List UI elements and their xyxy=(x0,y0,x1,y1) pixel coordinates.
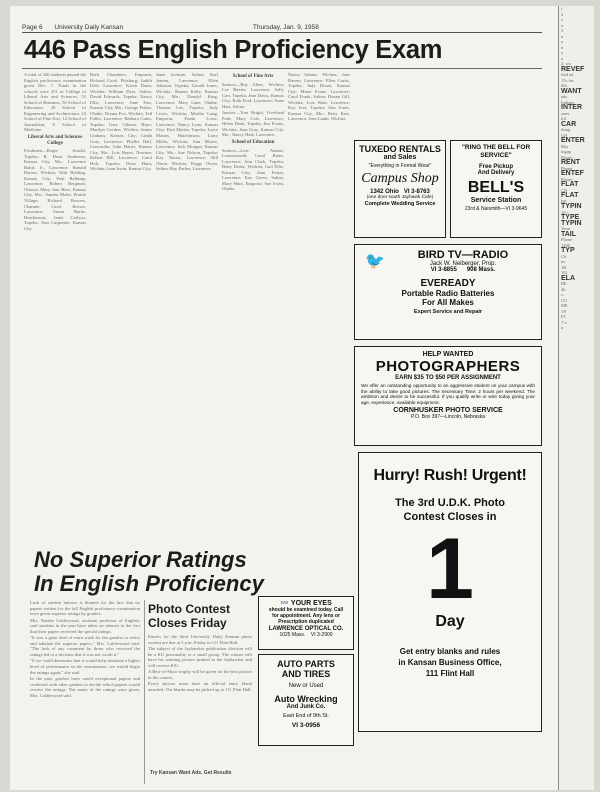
adjacent-page-fragment: 2: wo xyxy=(561,61,572,66)
ad-line: Expert Service and Repair xyxy=(413,309,483,315)
story1-paragraph: Ruth Chambers, Emporia; Richard Cook, Pittsburg; Judith Dale, Lawrence; Karen Dunn, Wichita; William Dyer, Salina; David Edwards, Topeka; Nancy Ellis, Lawrence; Jane Farr, Kansas City, Mo.; George Fisher, Olathe; Donna Fox, Wichita; Ted Fuller, Lawrence; Barbara Gates, Topeka; Gary Gibson, Hays; Marilyn Gordon, Wichita; James Graham, Kansas City; Linda Gray, Lawrence; Phyllis Hall, Concordia; John Harris, Kansas City, Mo.; Lois Hayes, Newton; Robert Hill, Lawrence; Carol Holt, Topeka; Dean Hunt, Wichita; Joan Irwin, Kansas City. xyxy=(90,72,152,172)
adjacent-page-fragment: 161 xyxy=(561,270,568,275)
adjacent-page-fragment: RENT xyxy=(561,159,581,166)
adjacent-page-fragment: Phone xyxy=(561,165,573,171)
story2-paragraph: "It was a great deal of extra work for the graders to select and tabulate the superior papers," Mrs. Calderwood said. "The lack of any comment by those who received the ratings led to a decision that it was not worth it." xyxy=(30,635,140,657)
adjacent-page-fragment: 3 xyxy=(561,28,564,33)
contest-foot: in Kansan Business Office, xyxy=(398,658,502,667)
story1-column-1 xyxy=(24,72,86,542)
ad-footer: Complete Wedding Service xyxy=(364,201,436,207)
adjacent-page-fragment: TYPIN xyxy=(561,219,582,227)
story1-column-5 xyxy=(288,72,350,542)
adjacent-page-fragment: Phone xyxy=(561,237,573,242)
story1-column-3 xyxy=(156,72,218,542)
adjacent-page-fragment: CH xyxy=(561,132,568,138)
adjacent-page-fragment: ENTER xyxy=(561,137,585,144)
adjacent-page-fragment: 2 xyxy=(561,11,564,17)
adjacent-page-fragment: INTER xyxy=(561,104,582,111)
ad-shop-name: And Junk Co. xyxy=(286,704,326,710)
story2-paragraph: "If we could determine that it would help stimulate a higher level of performance in the examination, we would begin the ratings again," she said. xyxy=(30,658,140,675)
ad-body: We offer an outstanding opportunity to an aggressive student on your campus with the ability to take good pictures. The necessary Time: 2 hours per weekend. The ambition and desire to be successful. If you qualify write or wire today giving your age, experience, available equipment. xyxy=(361,383,535,405)
ad-company: CORNHUSKER PHOTO SERVICE xyxy=(393,407,503,415)
section-subhead: School of Fine Arts xyxy=(232,74,274,79)
adjacent-page-fragment: t xyxy=(561,6,563,11)
ad-address: P.O. Box 397—Lincoln, Nebraska xyxy=(410,414,486,421)
adjacent-page-fragment: CD xyxy=(561,187,568,193)
story1-column-2 xyxy=(90,72,152,542)
adjacent-page-fragment: FI xyxy=(561,314,566,319)
adjacent-page-fragment: TYPE xyxy=(561,214,580,221)
adjacent-page-fragment: a xyxy=(561,50,563,55)
story1-column-4 xyxy=(222,72,284,542)
adjacent-page-fragment: ENTEF xyxy=(561,170,584,177)
adjacent-page-fragment: TYPIN xyxy=(561,203,582,210)
ad-line: And Delivery xyxy=(477,170,515,176)
contest-line: Contest Closes in xyxy=(403,511,497,523)
column-divider xyxy=(144,600,145,784)
adjacent-page-fragment: ns xyxy=(561,259,566,264)
ad-title: AND TIRES xyxy=(281,669,331,679)
ad-shop-name: BELL'S xyxy=(467,179,525,196)
ad-address: 908 Mass. xyxy=(466,267,496,273)
ad-title: YOUR EYES xyxy=(290,599,332,607)
adjacent-page-fragment: WANT xyxy=(561,87,582,95)
adjacent-page-fragment: a xyxy=(561,33,563,39)
story2-headline-line: In English Proficiency xyxy=(34,571,264,596)
adjacent-page-fragment: a xyxy=(561,39,563,44)
ad-address: 1025 Mass. xyxy=(279,632,306,638)
ad-subtitle: and Sales xyxy=(383,154,417,161)
ad-phone: VI 3-0956 xyxy=(291,722,321,729)
contest-day-label: Day xyxy=(435,613,465,630)
ad-address: East End of 9th St. xyxy=(283,713,329,719)
contest-days-number: 1 xyxy=(426,521,474,617)
adjacent-page-fragment: 7 o xyxy=(561,319,567,325)
story3-paragraph: The subject of the Jayhawker publication division will be a KU personality or a small group. The winner will have his winning picture printed in the Jayhawker and will receive $10. xyxy=(148,646,252,668)
story2-body xyxy=(30,600,140,784)
adjacent-page-fragment: TS xyxy=(561,308,567,314)
adjacent-page-fragment: a xyxy=(561,22,563,28)
adjacent-page-fragment: ads. xyxy=(561,94,569,99)
ad-shop-name: LAWRENCE OPTICAL CO. xyxy=(268,626,344,632)
adjacent-page-fragment: a xyxy=(561,325,563,330)
ad-address: 23rd & Naismith—VI 3-9645 xyxy=(464,206,528,212)
story3-body xyxy=(148,634,252,764)
adjacent-page-fragment: CU xyxy=(561,297,568,303)
adjacent-page-fragment: Rhy xyxy=(561,143,569,149)
ad-phone: VI 3-2900 xyxy=(310,632,333,638)
story3-paragraph: Every picture must have an official entry blank attached. The blanks may be picked up at 111 Flint Hall. xyxy=(148,681,252,692)
adjacent-page-fragment: Ch xyxy=(561,253,567,259)
tuxedo-rentals-ad xyxy=(354,140,446,238)
adjacent-page-fragment: FLAT xyxy=(561,181,579,188)
story1-paragraph: Seniors—Lois Adams, Leavenworth; Carol Bates, Lawrence; Ann Clark, Topeka; Betty Drake, Wichita; Gail Ellis, Kansas City; Joan Foster, Lawrence; Kay Green, Salina; Mary Hunt, Emporia; Sue Irwin, Olathe. xyxy=(222,147,284,192)
paper-name: University Daily Kansan xyxy=(54,24,124,31)
adjacent-page-fragment: 60c. xyxy=(561,83,569,88)
issue-date: Thursday, Jan. 9, 1958 xyxy=(252,24,319,31)
ad-title: AUTO PARTS xyxy=(277,659,335,669)
ad-phone: VI 3-8855 xyxy=(430,267,457,273)
want-ads-tagline: Try Kansan Want Ads. Get Results xyxy=(150,770,232,776)
adjacent-page-fragment: Tenn. xyxy=(561,226,572,231)
adjacent-page-fragment: 1400 xyxy=(561,242,570,248)
adjacent-page-strip xyxy=(558,6,594,790)
adjacent-page-fragment: CAR xyxy=(561,120,577,128)
adjacent-page-fragment: ones xyxy=(561,110,570,116)
main-headline: 446 Pass English Proficiency Exam xyxy=(24,36,443,64)
ad-tagline: "Everything in Formal Wear" xyxy=(368,163,432,169)
contest-line: The 3rd U.D.K. Photo xyxy=(395,497,505,509)
ad-line: Portable Radio Batteries xyxy=(401,289,495,298)
photo-contest-ad xyxy=(358,452,542,732)
adjacent-page-fragment: s. xyxy=(561,292,564,297)
adjacent-page-fragment: ME xyxy=(561,303,568,308)
contest-foot: 111 Flint Hall xyxy=(425,669,475,678)
adjacent-page-fragment: thing xyxy=(561,127,571,132)
bird-tv-radio-ad xyxy=(354,244,542,340)
ad-subtitle: New or Used xyxy=(288,683,324,689)
adjacent-page-fragment: n xyxy=(561,44,564,50)
adjacent-page-fragment: fied ad xyxy=(561,72,574,77)
adjacent-page-fragment: 15c for xyxy=(561,77,574,83)
story3-paragraph: A Best-of-Show trophy will be given for the best picture in the contest. xyxy=(148,669,252,680)
ad-title: "RING THE BELL FOR SERVICE" xyxy=(461,144,531,159)
auto-parts-ad xyxy=(258,654,354,746)
adjacent-page-fragment: FLAT xyxy=(561,192,579,199)
contest-headline: Hurry! Rush! Urgent! xyxy=(373,467,527,484)
ad-title: PHOTOGRAPHERS xyxy=(375,358,521,375)
story3-paragraph: Entries for the third University Daily Kansan photo contest are due at 5 p.m. Friday in 111 Flint Hall. xyxy=(148,634,252,645)
story3-headline-line: Closes Friday xyxy=(148,616,227,630)
adjacent-page-fragment: 10 c xyxy=(561,209,569,215)
ad-title: BIRD TV—RADIO xyxy=(417,249,509,261)
story1-paragraph: Nancy Adams, Wichita; Jane Barnes, Lawrence; Ellen Curtis, Topeka; Judy Dixon, Kansas City; Marie Evans, Lawrence; Carol Frank, Salina; Donna Gill, Wichita; Lois Hunt, Lawrence; Kay Ives, Topeka; Ann Jones, Kansas City, Mo.; Betty Kerr, Lawrence; Jean Lamb, Wichita. xyxy=(288,72,350,122)
adjacent-page-fragment: BE xyxy=(561,281,567,286)
ad-address: 1342 Ohio xyxy=(370,189,399,195)
adjacent-page-fragment: TAIL xyxy=(561,230,577,238)
adjacent-page-fragment: ingup xyxy=(561,149,572,154)
ad-line: Prescription duplicated xyxy=(278,619,334,625)
newspaper-page xyxy=(10,6,594,790)
adjacent-page-fragment: REVEF xyxy=(561,65,585,73)
lawrence-optical-ad xyxy=(258,596,354,650)
section-subhead: School of Education xyxy=(231,140,275,146)
adjacent-page-fragment: RE xyxy=(561,198,567,204)
story1-paragraph: Janet Jackson, Salina; Karl Jensen, Lawrence; Ellen Johnson, Topeka; Gerald Jones, Wichita; Sharon Kelly, Kansas City, Mo.; Donald King, Lawrence; Mary Lane, Olathe; Thomas Lee, Topeka; Judy Lewis, Wichita; Martha Long, Emporia; Frank Lowe, Lawrence; Nancy Lynn, Kansas City; Paul Martin, Topeka; Joyce Mason, Hutchinson; Larry Miller, Wichita; Ann Moore, Lawrence; Jack Morgan, Kansas City, Mo.; Sue Nelson, Topeka; Kay Norris, Lawrence; Bill Olson, Wichita; Peggy Owen, Salina; Ray Parker, Lawrence. xyxy=(156,72,218,172)
story2-paragraph: Lack of student interest is blamed for the fact that no papers written for the fall English proficiency examination were given superior ratings by graders. xyxy=(30,600,140,617)
adjacent-page-fragment: Phone xyxy=(561,176,573,182)
story3-headline-line: Photo Contest xyxy=(148,602,230,616)
adjacent-page-fragment: Indianc xyxy=(561,99,575,105)
story1-paragraph: Juniors—Tom Bright, Overland Park; Mary Cole, Lawrence; Helen Dean, Topeka; Jim Evans, Wichita; Joan Gray, Kansas City, Mo.; Nancy Hale, Lawrence. xyxy=(222,110,284,138)
adjacent-page-fragment: o xyxy=(561,17,564,22)
adjacent-page-fragment: TYP xyxy=(561,247,575,254)
story1-paragraph: Seniors—Ray Allen, Wichita; Lee Baxter, Lawrence; Sally Carr, Topeka; Jean Davis, Kansas City; Ruth Ford, Lawrence; Anne Hart, Salina. xyxy=(222,81,284,109)
story1-paragraph: Freshmen—Roger Arnold, Topeka; R. Dean Anderson, Kansas City, Mo.; Lawrence Baird, Jr., Lawrence; Ronald Barton, Wichita; Walt Belding, Kansas City; Paul Belknap, Lawrence; Robert Bergman, Ottawa; Mary Ann Bess, Kansas City, Mo.; Sandra Blake, Prairie Village; Richard Bowers, Chanute; Carol Brown, Lawrence; Susan Burns, Hutchinson; Janet Carlson, Topeka; Ann Carpenter, Kansas City. xyxy=(24,148,86,231)
headline-rule xyxy=(22,68,542,69)
bird-icon: 🐦 xyxy=(365,253,385,270)
adjacent-page-fragment: 4h xyxy=(561,286,566,292)
adjacent-page-fragment: a xyxy=(561,55,563,61)
ad-note: (one door south Jayhawk Cafe) xyxy=(366,195,434,200)
story1-paragraph: A total of 446 students passed the English proficiency examination given Dec. 7. Totals in the schools were 251 in College of Liberal Arts and Sciences, 55 School of Business, 50 School of Education, 49 School of Engineering and Architecture, 23 School of Fine Arts, 12 School of Journalism, 6 School of Medicine. xyxy=(24,72,86,133)
adjacent-page-fragment: ELA xyxy=(561,274,575,282)
adjacent-page-fragment: 1R xyxy=(561,264,567,270)
ad-earn: EARN $35 TO $50 PER ASSIGNMENT xyxy=(395,375,501,381)
ad-shop-name: Campus Shop xyxy=(361,171,439,186)
bells-service-ad xyxy=(450,140,542,238)
contest-foot: Get entry blanks and rules xyxy=(399,647,501,656)
ad-title: TUXEDO RENTALS xyxy=(359,144,441,154)
ad-line: For All Makes xyxy=(422,298,474,307)
ad-line: for appointment. Any lens or xyxy=(272,613,340,619)
ad-owner: Jack W. Neiberger, Prop. xyxy=(429,261,497,267)
story2-paragraph: In the past, graders have noted exceptional papers and conferred with other graders to decide which papers would receive the ratings. Not many of the ratings were given, Mrs. Calderwood said. xyxy=(30,676,140,698)
story2-headline-line: No Superior Ratings xyxy=(34,547,247,572)
section-subhead: Liberal Arts and Sciences College xyxy=(27,135,83,146)
story2-paragraph: Mrs. Natalie Calderwood, assistant professor of English, said students in the past have taken an interest in the fact that their papers received the special ratings. xyxy=(30,617,140,634)
ad-line: should be examined today. Call xyxy=(268,607,344,613)
masthead-line xyxy=(22,24,542,33)
ad-brand: EVEREADY xyxy=(420,278,476,289)
eyes-icon: 👓 xyxy=(280,600,289,607)
adjacent-page-fragment: Phone xyxy=(561,154,573,160)
ad-line: Free Pickup xyxy=(478,164,513,170)
adjacent-page-fragment: fol xyxy=(561,116,566,121)
ad-phone: VI 3-8763 xyxy=(403,189,430,195)
story2-headline xyxy=(34,548,334,596)
photographers-wanted-ad xyxy=(354,346,542,446)
ad-top-line: HELP WANTED xyxy=(422,351,474,358)
ad-shop-name: Auto Wrecking xyxy=(274,694,338,704)
story3-headline xyxy=(148,602,252,630)
page-number: Page 6 xyxy=(22,24,43,31)
ad-subtitle: Service Station xyxy=(470,197,522,204)
